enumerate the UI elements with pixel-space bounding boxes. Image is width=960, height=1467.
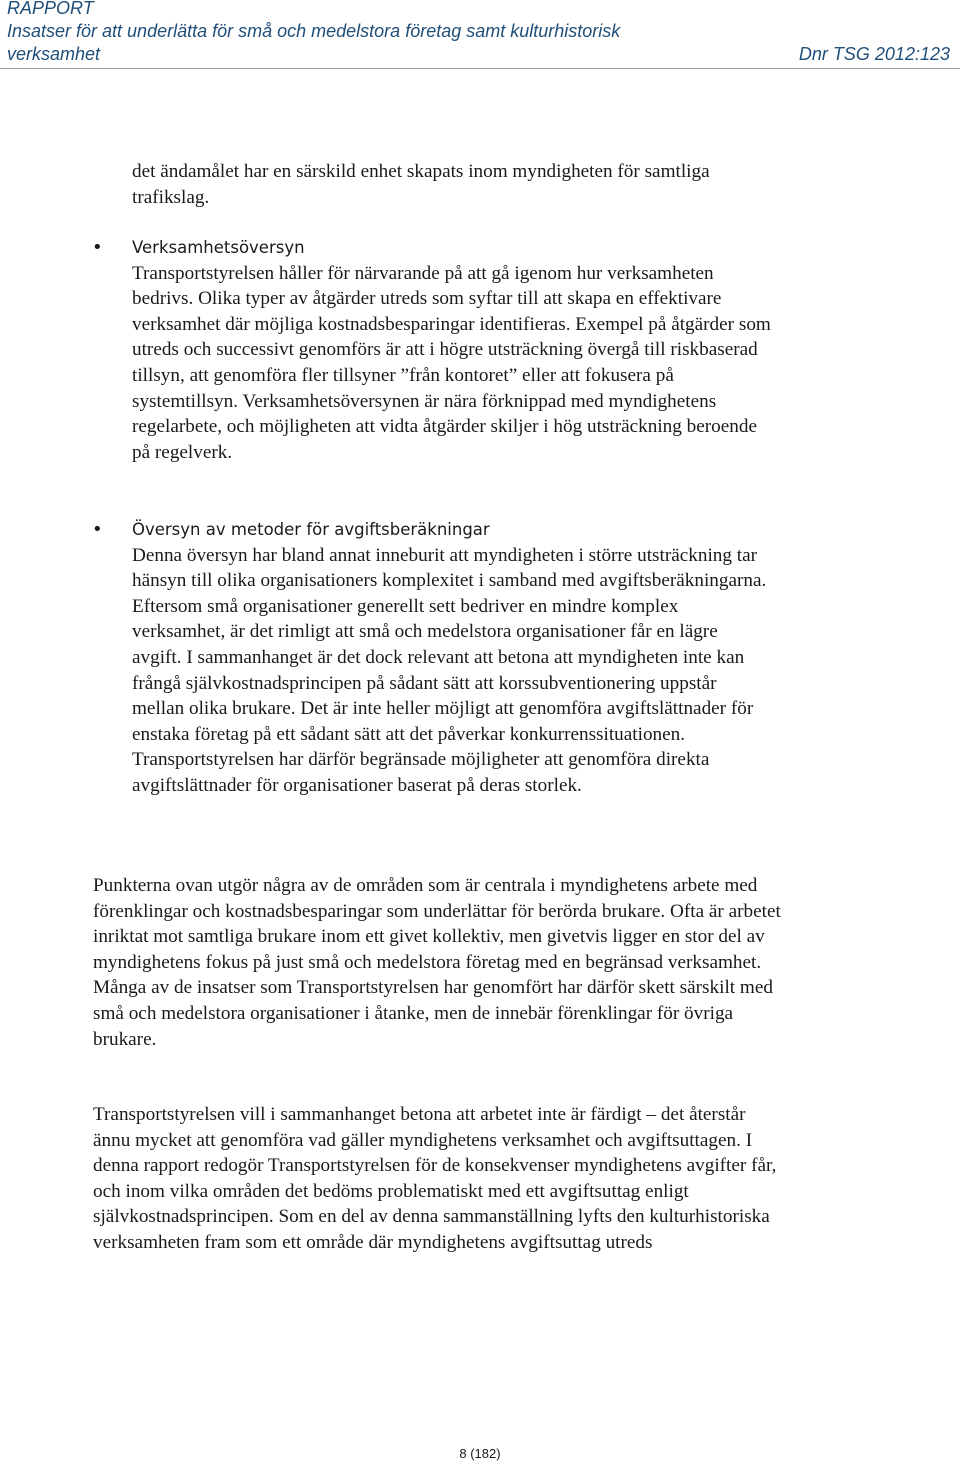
report-subtitle-line1: Insatser för att underlätta för små och medelstora företag samt kulturhistorisk xyxy=(7,21,621,41)
report-subtitle-line2: verksamhet xyxy=(7,44,101,64)
bullet-icon: • xyxy=(92,237,103,258)
continued-text: det ändamålet har en särskild enhet skapats inom myndigheten för samtliga trafikslag. xyxy=(132,161,710,208)
page-header xyxy=(0,0,960,68)
report-label: RAPPORT xyxy=(7,0,94,18)
paragraph-2: Transportstyrelsen vill i sammanhanget betona att arbetet inte är färdigt – det återstår ännu mycket att genomföra vad gäller myndighetens verksamhet och avgiftsuttagen. I denna rapport redogör Transportstyrelsen för de konsekvenser myndighetens avgifter får, och inom vilka områden det bedöms problematiskt med ett avgiftsuttag enligt självkostnadsprincipen. Som en del av denna sammanställning lyfts den kulturhistoriska verksamheten fram som ett område där myndighetens avgiftsuttag utreds xyxy=(93,1104,777,1253)
header-divider xyxy=(0,68,960,69)
bullet-heading: Verksamhetsöversyn xyxy=(132,238,305,257)
bullet-icon: • xyxy=(92,519,103,540)
document-number: Dnr TSG 2012:123 xyxy=(798,44,950,64)
bullet-item-avgiftsberakningar xyxy=(92,517,772,799)
page-number: 8 (182) xyxy=(459,1446,501,1461)
bullet-heading: Översyn av metoder för avgiftsberäkningar xyxy=(132,520,490,539)
bullet-text: Transportstyrelsen håller för närvarande på att gå igenom hur verksamheten bedrivs. Olika typer av åtgärder utreds som syftar till att skapa en effektivare verksamhet där möjliga kostnadsbesparingar identifieras. Exempel på åtgärder som utreds och successivt genomförs är att i högre utsträckning övergå till riskbaserad tillsyn, att genomföra fler tillsyner ”från kontoret” eller att fokusera på systemtillsyn. Verksamhetsöversynen är nära förknippad med myndighetens regelarbete, och möjligheten att vidta åtgärder skiljer i hög utsträckning beroende på regelverk. xyxy=(132,262,771,463)
paragraph-1: Punkterna ovan utgör några av de områden som är centrala i myndighetens arbete med förenklingar och kostnadsbesparingar som underlättar för berörda brukare. Ofta är arbetet inriktat mot samtliga brukare inom ett givet kollektiv, men givetvis ligger en stor del av myndighetens fokus på just små och medelstora företag med en begränsad verksamhet. Många av de insatser som Transportstyrelsen har genomfört har därför skett särskilt med små och medelstora organisationer i åtanke, men de innebär förenklingar för övriga brukare. xyxy=(93,875,781,1050)
bullet-text: Denna översyn har bland annat inneburit att myndigheten i större utsträckning tar hänsyn till olika organisationers komplexitet i samband med avgiftsberäkningarna. Eftersom små organisationer generellt sett bedriver en mindre komplex verksamhet, är det rimligt att små och medelstora organisationer får en lägre avgift. I sammanhanget är det dock relevant att betona att myndigheten inte kan frångå självkostnadsprincipen på sådant sätt att korssubventionering uppstår mellan olika brukare. Det är inte heller möjligt att genomföra avgiftslättnader för enstaka företag på ett sådant sätt att det påverkar konkurrenssituationen. Transportstyrelsen har därför begränsade möjligheter att genomföra direkta avgiftslättnader för organisationer baserat på deras storlek. xyxy=(132,544,767,796)
bullet-item-verksamhetsoversyn xyxy=(92,235,772,465)
